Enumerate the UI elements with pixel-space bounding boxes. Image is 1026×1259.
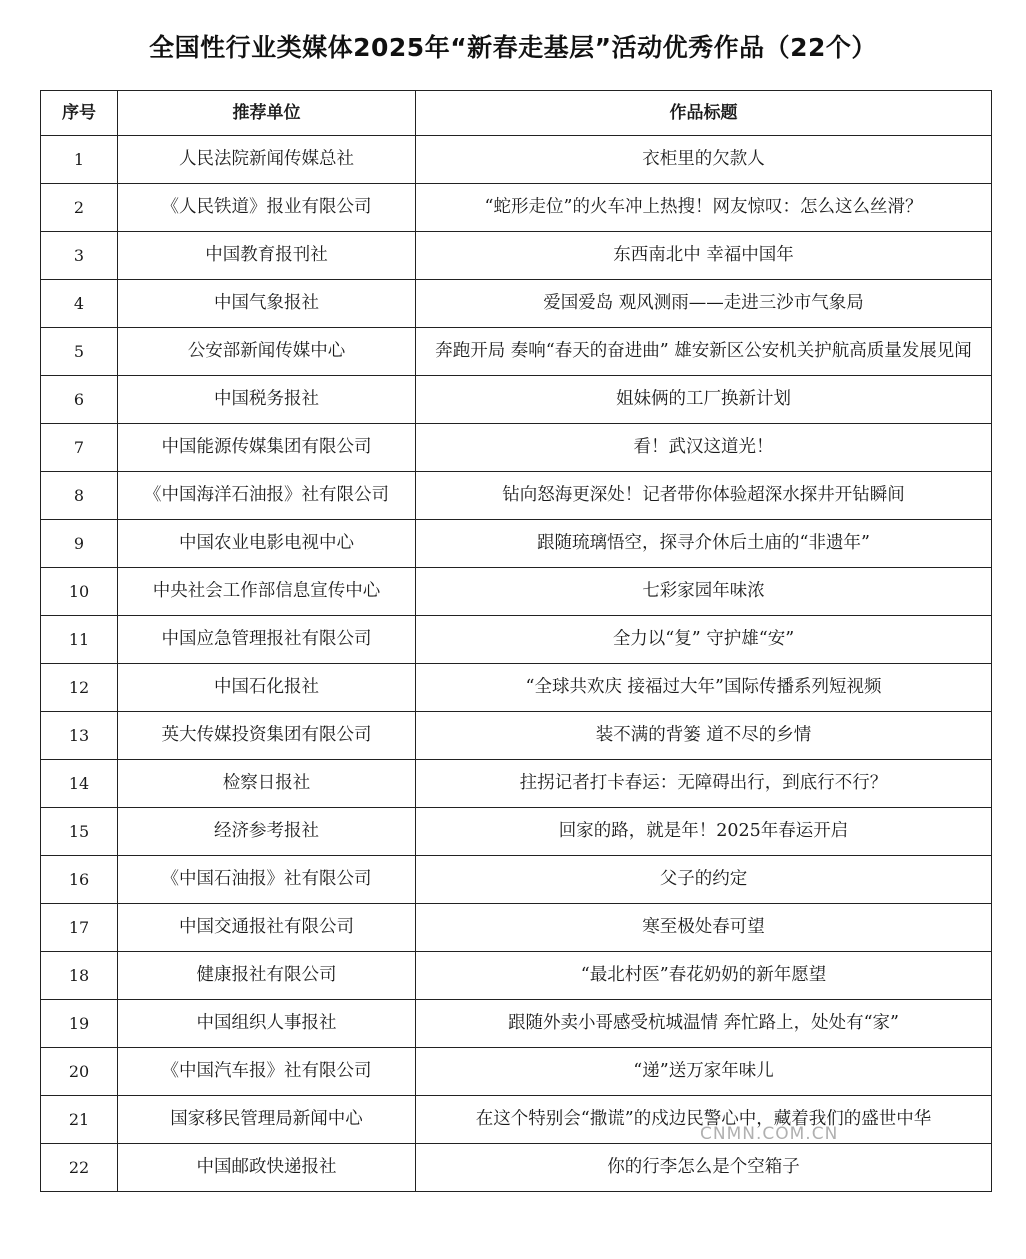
work-title-cell: “递”送万家年味儿	[416, 1048, 992, 1096]
header-work-title: 作品标题	[416, 91, 992, 136]
serial-number-cell: 2	[41, 184, 118, 232]
table-row	[41, 520, 992, 568]
header-serial-number: 序号	[41, 91, 118, 136]
recommending-unit-cell: 中国组织人事报社	[118, 1000, 416, 1048]
recommending-unit-cell: 经济参考报社	[118, 808, 416, 856]
table-row	[41, 616, 992, 664]
work-title-cell: 爱国爱岛 观风测雨——走进三沙市气象局	[416, 280, 992, 328]
table-row	[41, 952, 992, 1000]
table-row	[41, 1000, 992, 1048]
work-title-cell: 你的行李怎么是个空箱子	[416, 1144, 992, 1192]
recommending-unit-cell: 中国教育报刊社	[118, 232, 416, 280]
table-row	[41, 376, 992, 424]
serial-number-cell: 4	[41, 280, 118, 328]
work-title-cell: 全力以“复” 守护雄“安”	[416, 616, 992, 664]
table-row	[41, 664, 992, 712]
recommending-unit-cell: 中国气象报社	[118, 280, 416, 328]
work-title-cell: 在这个特别会“撒谎”的戍边民警心中，藏着我们的盛世中华	[416, 1096, 992, 1144]
recommending-unit-cell: 英大传媒投资集团有限公司	[118, 712, 416, 760]
serial-number-cell: 11	[41, 616, 118, 664]
recommending-unit-cell: 公安部新闻传媒中心	[118, 328, 416, 376]
serial-number-cell: 1	[41, 136, 118, 184]
serial-number-cell: 6	[41, 376, 118, 424]
table-row	[41, 856, 992, 904]
work-title-cell: 钻向怒海更深处！记者带你体验超深水探井开钻瞬间	[416, 472, 992, 520]
serial-number-cell: 20	[41, 1048, 118, 1096]
work-title-cell: 跟随外卖小哥感受杭城温情 奔忙路上，处处有“家”	[416, 1000, 992, 1048]
recommending-unit-cell: 国家移民管理局新闻中心	[118, 1096, 416, 1144]
recommending-unit-cell: 中国石化报社	[118, 664, 416, 712]
recommending-unit-cell: 《中国汽车报》社有限公司	[118, 1048, 416, 1096]
serial-number-cell: 9	[41, 520, 118, 568]
work-title-cell: “蛇形走位”的火车冲上热搜！网友惊叹：怎么这么丝滑？	[416, 184, 992, 232]
table-row	[41, 1048, 992, 1096]
table-header-row	[41, 91, 992, 136]
work-title-cell: 衣柜里的欠款人	[416, 136, 992, 184]
table-row	[41, 568, 992, 616]
serial-number-cell: 5	[41, 328, 118, 376]
recommending-unit-cell: 中国交通报社有限公司	[118, 904, 416, 952]
table-row	[41, 472, 992, 520]
serial-number-cell: 17	[41, 904, 118, 952]
table-row	[41, 1096, 992, 1144]
serial-number-cell: 3	[41, 232, 118, 280]
page-title: 全国性行业类媒体2025年“新春走基层”活动优秀作品（22个）	[149, 33, 877, 62]
table-row	[41, 136, 992, 184]
work-title-cell: 七彩家园年味浓	[416, 568, 992, 616]
table-body	[41, 136, 992, 1192]
table-row	[41, 904, 992, 952]
works-table	[40, 90, 992, 1192]
work-title-cell: 父子的约定	[416, 856, 992, 904]
serial-number-cell: 22	[41, 1144, 118, 1192]
recommending-unit-cell: 中国邮政快递报社	[118, 1144, 416, 1192]
serial-number-cell: 10	[41, 568, 118, 616]
recommending-unit-cell: 人民法院新闻传媒总社	[118, 136, 416, 184]
table-row	[41, 808, 992, 856]
table-row	[41, 760, 992, 808]
recommending-unit-cell: 健康报社有限公司	[118, 952, 416, 1000]
table-row	[41, 424, 992, 472]
work-title-cell: “全球共欢庆 接福过大年”国际传播系列短视频	[416, 664, 992, 712]
recommending-unit-cell: 《中国石油报》社有限公司	[118, 856, 416, 904]
table-row	[41, 1144, 992, 1192]
header-recommending-unit: 推荐单位	[118, 91, 416, 136]
serial-number-cell: 7	[41, 424, 118, 472]
work-title-cell: 看！武汉这道光！	[416, 424, 992, 472]
serial-number-cell: 18	[41, 952, 118, 1000]
table-row	[41, 232, 992, 280]
recommending-unit-cell: 中国应急管理报社有限公司	[118, 616, 416, 664]
table-row	[41, 328, 992, 376]
recommending-unit-cell: 中国农业电影电视中心	[118, 520, 416, 568]
work-title-cell: 奔跑开局 奏响“春天的奋进曲” 雄安新区公安机关护航高质量发展见闻	[416, 328, 992, 376]
work-title-cell: 拄拐记者打卡春运：无障碍出行，到底行不行？	[416, 760, 992, 808]
recommending-unit-cell: 中央社会工作部信息宣传中心	[118, 568, 416, 616]
serial-number-cell: 21	[41, 1096, 118, 1144]
work-title-cell: 寒至极处春可望	[416, 904, 992, 952]
work-title-cell: 跟随琉璃悟空，探寻介休后土庙的“非遗年”	[416, 520, 992, 568]
recommending-unit-cell: 检察日报社	[118, 760, 416, 808]
site-watermark: CNMN.COM.CN	[700, 1124, 839, 1144]
serial-number-cell: 14	[41, 760, 118, 808]
work-title-cell: 回家的路，就是年！2025年春运开启	[416, 808, 992, 856]
table-row	[41, 280, 992, 328]
serial-number-cell: 13	[41, 712, 118, 760]
recommending-unit-cell: 《人民铁道》报业有限公司	[118, 184, 416, 232]
serial-number-cell: 19	[41, 1000, 118, 1048]
recommending-unit-cell: 中国税务报社	[118, 376, 416, 424]
serial-number-cell: 8	[41, 472, 118, 520]
table-row	[41, 184, 992, 232]
table-row	[41, 712, 992, 760]
work-title-cell: “最北村医”春花奶奶的新年愿望	[416, 952, 992, 1000]
work-title-cell: 东西南北中 幸福中国年	[416, 232, 992, 280]
recommending-unit-cell: 《中国海洋石油报》社有限公司	[118, 472, 416, 520]
serial-number-cell: 16	[41, 856, 118, 904]
work-title-cell: 装不满的背篓 道不尽的乡情	[416, 712, 992, 760]
recommending-unit-cell: 中国能源传媒集团有限公司	[118, 424, 416, 472]
serial-number-cell: 15	[41, 808, 118, 856]
work-title-cell: 姐妹俩的工厂换新计划	[416, 376, 992, 424]
serial-number-cell: 12	[41, 664, 118, 712]
